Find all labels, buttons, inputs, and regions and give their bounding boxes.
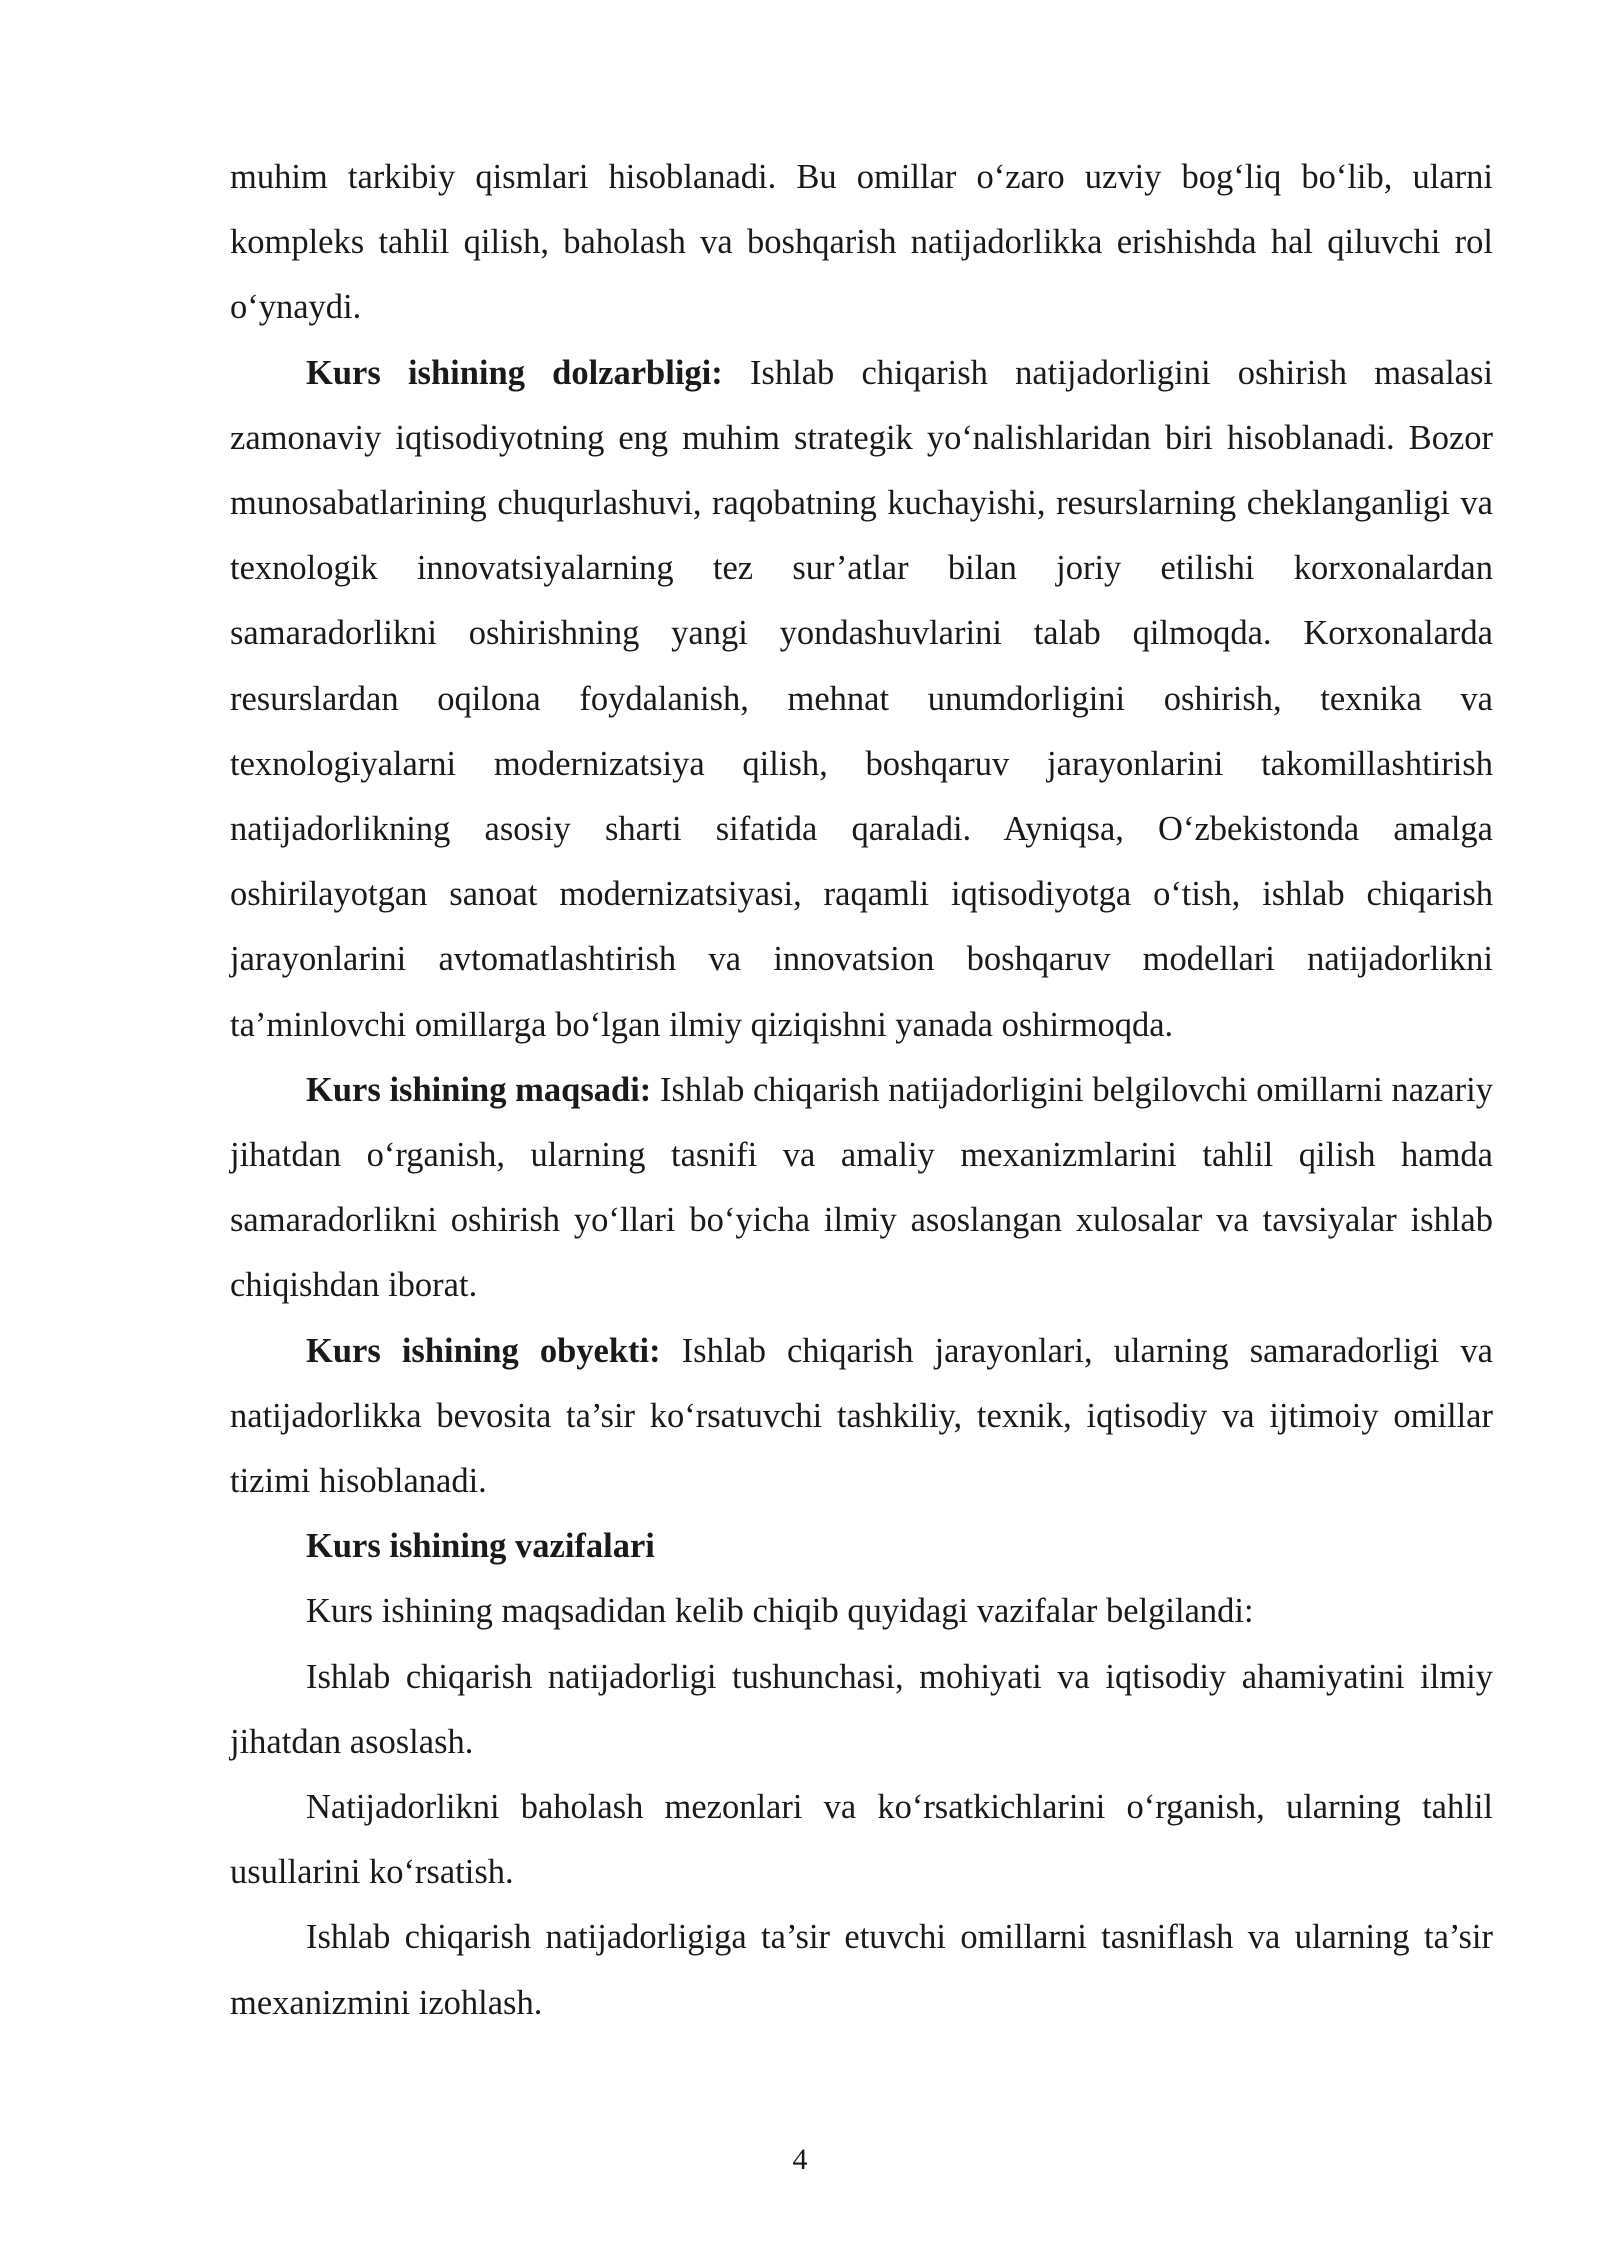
relevance-heading: Kurs ishining dolzarbligi: xyxy=(306,353,723,392)
goal-heading: Kurs ishining maqsadi: xyxy=(306,1070,652,1109)
object-heading: Kurs ishining obyekti: xyxy=(306,1331,661,1370)
task-item-3: Ishlab chiqarish natijadorligiga ta’sir etuvchi omillarni tasniflash va ularning ta’sir mexanizmini izohlash. xyxy=(230,1918,1493,2022)
object-text: Ishlab chiqarish jarayonlari, ularning samaradorligi va natijadorlikka bevosita ta’sir ko‘rsatuvchi tashkiliy, texnik, iqtisodiy va ijtimoiy omillar tizimi hisoblanadi. xyxy=(230,1331,1493,1501)
document-page xyxy=(230,145,1493,2036)
goal-text: Ishlab chiqarish natijadorligini belgilovchi omillarni nazariy jihatdan o‘rganish, ularning tasnifi va amaliy mexanizmlarini tahlil qilish hamda samaradorlikni oshirish yo‘llari bo‘yicha ilmiy asoslangan xulosalar va tavsiyalar ishlab chiqishdan iborat. xyxy=(230,1070,1494,1305)
page-number: 4 xyxy=(792,2143,808,2176)
paragraph-continuation: muhim tarkibiy qismlari hisoblanadi. Bu omillar o‘zaro uzviy bog‘liq bo‘lib, ularni kompleks tahlil qilish, baholash va boshqarish natijadorlikka erishishda hal qiluvchi rol o‘ynaydi. xyxy=(230,158,1493,327)
paragraph-object xyxy=(230,1319,1493,1515)
relevance-text: Ishlab chiqarish natijadorligini oshirish masalasi zamonaviy iqtisodiyotning eng muhim strategik yo‘nalishlaridan biri hisoblanadi. Bozor munosabatlarining chuqurlashuvi, raqobatning kuchayishi, resurslarning cheklanganligi va texnologik innovatsiyalarning tez sur’atlar bilan joriy etilishi korxonalardan samaradorlikni oshirishning yangi yondashuvlarini talab qilmoqda. Korxonalarda resurslardan oqilona foydalanish, mehnat unumdorligini oshirish, texnika va texnologiyalarni modernizatsiya qilish, boshqaruv jarayonlarini takomillashtirish natijadorlikning asosiy sharti sifatida qaraladi. Ayniqsa, O‘zbekistonda amalga oshirilayotgan sanoat modernizatsiyasi, raqamli iqtisodiyotga o‘tish, ishlab chiqarish jarayonlarini avtomatlashtirish va innovatsion boshqaruv modellari natijadorlikni ta’minlovchi omillarga bo‘lgan ilmiy qiziqishni yanada oshirmoqda. xyxy=(230,353,1494,1044)
paragraph-goal xyxy=(230,1058,1493,1319)
paragraph-relevance xyxy=(230,341,1493,1058)
tasks-intro: Kurs ishining maqsadidan kelib chiqib quyidagi vazifalar belgilandi: xyxy=(306,1592,1254,1631)
task-item-1: Ishlab chiqarish natijadorligi tushunchasi, mohiyati va iqtisodiy ahamiyatini ilmiy jihatdan asoslash. xyxy=(230,1657,1493,1761)
tasks-heading: Kurs ishining vazifalari xyxy=(306,1527,655,1566)
task-item-2: Natijadorlikni baholash mezonlari va ko‘rsatkichlarini o‘rganish, ularning tahlil usullarini ko‘rsatish. xyxy=(230,1788,1493,1892)
